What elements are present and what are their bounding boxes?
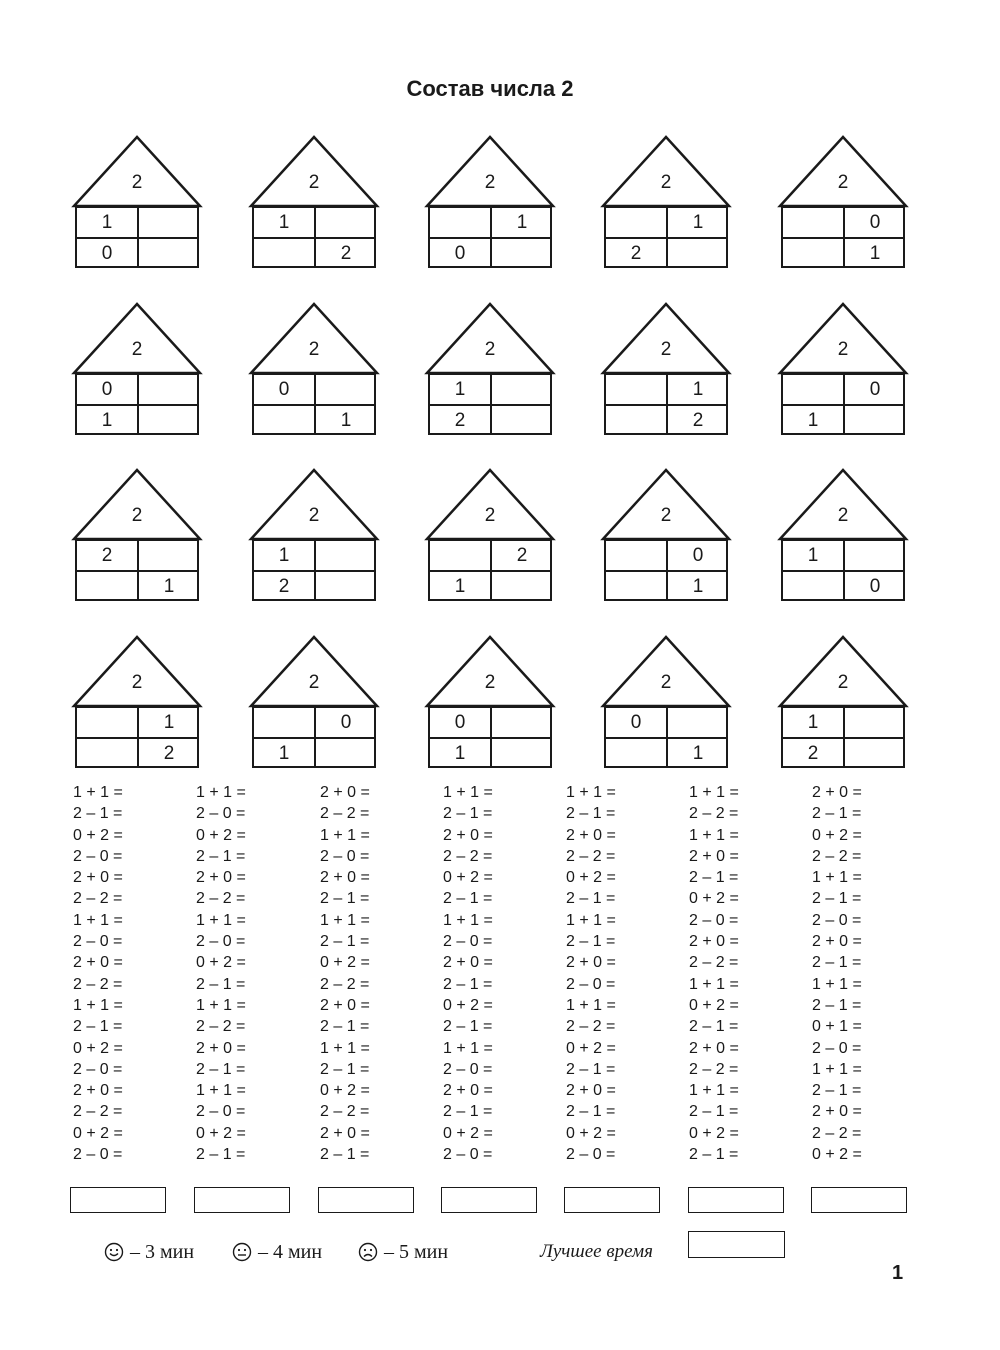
number-house xyxy=(426,469,554,603)
sad-face-icon xyxy=(358,1242,378,1262)
equation: 0 + 2 = xyxy=(443,1124,493,1142)
house-rooms xyxy=(428,539,552,601)
house-rooms xyxy=(781,706,905,768)
equation: 2 – 0 = xyxy=(443,1146,493,1164)
house-cell[interactable] xyxy=(492,375,552,404)
equation: 2 + 0 = xyxy=(812,1103,862,1121)
equation: 1 + 1 = xyxy=(689,1082,739,1100)
equation: 2 – 0 = xyxy=(196,1103,246,1121)
equation-column xyxy=(443,782,553,1165)
house-cell[interactable]: 0 xyxy=(101,379,113,400)
house-cell[interactable] xyxy=(783,572,843,601)
equation: 0 + 2 = xyxy=(566,1124,616,1142)
house-cell[interactable] xyxy=(783,239,843,268)
equation: 2 + 0 = xyxy=(812,933,862,951)
equation: 2 + 0 = xyxy=(320,869,370,887)
equation: 1 + 1 = xyxy=(196,1082,246,1100)
equation: 0 + 1 = xyxy=(812,1018,862,1036)
equation: 1 + 1 = xyxy=(812,1060,862,1078)
equation: 2 – 1 = xyxy=(566,1103,616,1121)
house-total: 2 xyxy=(308,172,320,193)
number-house xyxy=(250,636,378,770)
equation: 2 – 1 = xyxy=(196,975,246,993)
house-rooms xyxy=(252,706,376,768)
equation: 2 – 1 = xyxy=(566,933,616,951)
house-total: 2 xyxy=(660,339,672,360)
equation: 2 + 0 = xyxy=(812,784,862,801)
equation: 2 – 2 = xyxy=(73,890,123,908)
number-house xyxy=(73,636,201,770)
house-cell[interactable] xyxy=(430,541,490,570)
equation: 2 – 2 = xyxy=(812,847,862,865)
house-cell[interactable]: 0 xyxy=(869,576,881,597)
legend-text: – 3 мин xyxy=(130,1241,195,1263)
equation: 1 + 1 = xyxy=(73,784,123,801)
equation: 1 + 1 = xyxy=(73,996,123,1014)
number-house xyxy=(73,469,201,603)
house-cell[interactable]: 1 xyxy=(101,212,113,233)
legend-sad xyxy=(358,1238,448,1266)
equation: 2 – 0 = xyxy=(196,933,246,951)
equation: 2 – 1 = xyxy=(689,1018,739,1036)
house-cell[interactable]: 1 xyxy=(692,743,704,764)
equation: 2 + 0 = xyxy=(73,954,123,972)
house-cell[interactable]: 1 xyxy=(807,410,819,431)
equation: 1 + 1 = xyxy=(443,1039,493,1057)
equation: 0 + 2 = xyxy=(443,869,493,887)
time-answer-box[interactable] xyxy=(564,1187,660,1213)
house-cell[interactable]: 0 xyxy=(454,712,466,733)
equation: 0 + 2 = xyxy=(566,1039,616,1057)
house-cell[interactable]: 1 xyxy=(454,576,466,597)
equation: 2 – 2 = xyxy=(689,1060,739,1078)
house-rooms xyxy=(604,706,728,768)
equation: 2 – 1 = xyxy=(566,1060,616,1078)
equation: 1 + 1 = xyxy=(443,784,493,801)
equation: 2 – 1 = xyxy=(812,890,862,908)
equation: 2 – 1 = xyxy=(320,933,370,951)
equation: 2 – 1 = xyxy=(443,1103,493,1121)
equation: 0 + 2 = xyxy=(196,1124,246,1142)
smile-face-icon xyxy=(104,1242,124,1262)
house-cell[interactable]: 1 xyxy=(163,576,175,597)
equation: 0 + 2 = xyxy=(73,1039,123,1057)
house-cell[interactable]: 0 xyxy=(278,379,290,400)
number-house xyxy=(779,303,907,437)
number-house xyxy=(250,469,378,603)
number-house xyxy=(602,136,730,270)
equation-column xyxy=(196,782,306,1165)
house-cell[interactable]: 2 xyxy=(516,545,528,566)
equation: 0 + 2 = xyxy=(73,1124,123,1142)
equation: 1 + 1 = xyxy=(196,911,246,929)
house-cell[interactable]: 1 xyxy=(163,712,175,733)
house-cell[interactable] xyxy=(606,375,666,404)
equation: 2 + 0 = xyxy=(443,954,493,972)
equation-column xyxy=(812,782,922,1165)
house-cell[interactable]: 0 xyxy=(869,212,881,233)
house-total: 2 xyxy=(308,672,320,693)
house-cell[interactable] xyxy=(492,572,552,601)
equation: 2 – 2 = xyxy=(689,954,739,972)
equation: 2 – 1 = xyxy=(443,890,493,908)
house-cell[interactable] xyxy=(492,739,552,768)
equation: 2 + 0 = xyxy=(443,1082,493,1100)
equation: 2 + 0 = xyxy=(566,826,616,844)
house-cell[interactable] xyxy=(845,739,905,768)
equation: 2 – 0 = xyxy=(443,933,493,951)
legend-text: – 5 мин xyxy=(384,1241,449,1263)
equation-column xyxy=(566,782,676,1165)
house-cell[interactable]: 1 xyxy=(807,545,819,566)
number-house xyxy=(250,303,378,437)
equation: 2 – 1 = xyxy=(812,1082,862,1100)
equation: 2 – 1 = xyxy=(689,1146,739,1164)
house-rooms xyxy=(75,706,199,768)
equation: 2 – 0 = xyxy=(443,1060,493,1078)
house-cell[interactable] xyxy=(254,239,314,268)
house-cell[interactable] xyxy=(316,208,376,237)
house-total: 2 xyxy=(131,505,143,526)
house-cell[interactable] xyxy=(845,708,905,737)
house-cell[interactable]: 2 xyxy=(807,743,819,764)
equation: 2 – 0 = xyxy=(196,805,246,823)
house-cell[interactable] xyxy=(845,541,905,570)
house-cell[interactable]: 0 xyxy=(869,379,881,400)
equation: 2 – 1 = xyxy=(566,890,616,908)
equation: 2 + 0 = xyxy=(566,1082,616,1100)
house-total: 2 xyxy=(837,505,849,526)
equation: 2 – 1 = xyxy=(320,1060,370,1078)
house-cell[interactable] xyxy=(606,739,666,768)
number-house xyxy=(602,303,730,437)
equation: 2 – 0 = xyxy=(566,975,616,993)
equation: 2 – 2 = xyxy=(320,805,370,823)
equation: 0 + 2 = xyxy=(566,869,616,887)
equation: 1 + 1 = xyxy=(196,996,246,1014)
house-cell[interactable]: 0 xyxy=(692,545,704,566)
house-cell[interactable]: 0 xyxy=(454,243,466,264)
equation: 2 – 1 = xyxy=(196,847,246,865)
house-total: 2 xyxy=(131,339,143,360)
equation: 2 – 1 = xyxy=(812,805,862,823)
equation: 2 – 1 = xyxy=(566,805,616,823)
time-answer-box[interactable] xyxy=(811,1187,907,1213)
equation: 2 – 2 = xyxy=(812,1124,862,1142)
equation: 1 + 1 = xyxy=(443,911,493,929)
equation: 0 + 2 = xyxy=(689,890,739,908)
equation: 0 + 2 = xyxy=(73,826,123,844)
equation: 2 + 0 = xyxy=(689,1039,739,1057)
number-house xyxy=(250,136,378,270)
equation: 0 + 2 = xyxy=(689,1124,739,1142)
equation: 2 – 0 = xyxy=(73,933,123,951)
page-number: 1 xyxy=(892,1262,904,1284)
number-house xyxy=(779,636,907,770)
house-cell[interactable] xyxy=(139,375,199,404)
equation: 2 + 0 = xyxy=(689,847,739,865)
house-cell[interactable] xyxy=(316,375,376,404)
house-cell[interactable] xyxy=(606,406,666,435)
equation: 0 + 2 = xyxy=(320,954,370,972)
house-rooms xyxy=(604,539,728,601)
house-cell[interactable]: 1 xyxy=(692,576,704,597)
equation: 0 + 2 = xyxy=(196,826,246,844)
house-cell[interactable]: 1 xyxy=(516,212,528,233)
house-cell[interactable] xyxy=(606,541,666,570)
neutral-face-icon xyxy=(232,1242,252,1262)
equation: 2 – 2 = xyxy=(566,1018,616,1036)
house-cell[interactable] xyxy=(254,708,314,737)
house-cell[interactable]: 1 xyxy=(101,410,113,431)
house-cell[interactable] xyxy=(316,572,376,601)
house-cell[interactable] xyxy=(316,541,376,570)
house-cell[interactable]: 2 xyxy=(454,410,466,431)
house-cell[interactable] xyxy=(783,375,843,404)
house-total: 2 xyxy=(484,339,496,360)
time-answer-box[interactable] xyxy=(441,1187,537,1213)
equation: 2 + 0 = xyxy=(73,869,123,887)
equation-column xyxy=(73,782,183,1165)
house-rooms xyxy=(428,706,552,768)
house-cell[interactable] xyxy=(316,739,376,768)
equation: 2 + 0 = xyxy=(196,869,246,887)
equation: 1 + 1 = xyxy=(73,911,123,929)
house-cell[interactable] xyxy=(492,708,552,737)
house-rooms xyxy=(428,373,552,435)
equation: 1 + 1 = xyxy=(320,826,370,844)
equation: 1 + 1 = xyxy=(566,911,616,929)
house-total: 2 xyxy=(837,672,849,693)
equation: 2 – 2 = xyxy=(73,975,123,993)
house-rooms xyxy=(252,539,376,601)
house-rooms xyxy=(781,206,905,268)
equation: 0 + 2 = xyxy=(196,954,246,972)
house-total: 2 xyxy=(308,505,320,526)
equation: 2 – 2 = xyxy=(566,847,616,865)
house-total: 2 xyxy=(308,339,320,360)
house-cell[interactable] xyxy=(77,572,137,601)
equation: 2 + 0 = xyxy=(73,1082,123,1100)
house-cell[interactable] xyxy=(139,239,199,268)
equation: 1 + 1 = xyxy=(689,975,739,993)
equation: 2 – 2 = xyxy=(320,1103,370,1121)
equation: 2 – 0 = xyxy=(73,1060,123,1078)
equation: 2 + 0 = xyxy=(443,826,493,844)
house-cell[interactable]: 2 xyxy=(278,576,290,597)
house-cell[interactable] xyxy=(606,208,666,237)
house-rooms xyxy=(75,539,199,601)
house-cell[interactable] xyxy=(254,406,314,435)
equation: 2 – 0 = xyxy=(689,911,739,929)
number-house xyxy=(779,469,907,603)
equation: 1 + 1 = xyxy=(812,869,862,887)
house-cell[interactable]: 0 xyxy=(630,712,642,733)
equation-column xyxy=(689,782,799,1165)
equation: 2 – 1 = xyxy=(320,890,370,908)
house-total: 2 xyxy=(837,172,849,193)
equation: 2 – 1 = xyxy=(73,805,123,823)
house-total: 2 xyxy=(660,505,672,526)
house-total: 2 xyxy=(131,672,143,693)
house-cell[interactable] xyxy=(783,208,843,237)
equation: 2 + 0 = xyxy=(196,1039,246,1057)
house-cell[interactable]: 2 xyxy=(340,243,352,264)
house-cell[interactable]: 1 xyxy=(807,712,819,733)
equation: 2 – 1 = xyxy=(320,1018,370,1036)
equation: 2 – 1 = xyxy=(443,975,493,993)
equation: 2 – 1 = xyxy=(812,954,862,972)
page-title: Состав числа 2 xyxy=(406,76,574,101)
legend-neutral xyxy=(232,1238,322,1266)
equation: 2 – 2 = xyxy=(443,847,493,865)
best-time-box[interactable] xyxy=(688,1231,785,1258)
equation: 2 + 0 = xyxy=(320,784,370,801)
number-house xyxy=(602,636,730,770)
equation: 2 – 1 = xyxy=(443,1018,493,1036)
time-answer-box[interactable] xyxy=(194,1187,290,1213)
house-cell[interactable]: 1 xyxy=(454,379,466,400)
house-total: 2 xyxy=(131,172,143,193)
equation: 2 – 0 = xyxy=(812,1039,862,1057)
legend-text: – 4 мин xyxy=(258,1241,323,1263)
house-cell[interactable] xyxy=(845,406,905,435)
number-house xyxy=(426,303,554,437)
equation: 2 – 1 = xyxy=(320,1146,370,1164)
equation: 2 – 0 = xyxy=(73,847,123,865)
house-cell[interactable] xyxy=(139,406,199,435)
house-cell[interactable]: 1 xyxy=(278,743,290,764)
house-cell[interactable]: 0 xyxy=(340,712,352,733)
equation: 2 + 0 = xyxy=(320,1124,370,1142)
equation: 0 + 2 = xyxy=(812,1146,862,1164)
equation: 2 – 1 = xyxy=(812,996,862,1014)
house-rooms xyxy=(781,539,905,601)
time-answer-box[interactable] xyxy=(318,1187,414,1213)
equation: 1 + 1 = xyxy=(196,784,246,801)
house-cell[interactable] xyxy=(668,239,728,268)
house-total: 2 xyxy=(837,339,849,360)
equation: 0 + 2 = xyxy=(320,1082,370,1100)
house-cell[interactable]: 2 xyxy=(692,410,704,431)
house-rooms xyxy=(781,373,905,435)
house-cell[interactable] xyxy=(139,208,199,237)
house-cell[interactable]: 1 xyxy=(278,545,290,566)
house-cell[interactable]: 2 xyxy=(163,743,175,764)
house-rooms xyxy=(75,206,199,268)
legend-smile xyxy=(104,1238,194,1266)
house-cell[interactable]: 2 xyxy=(630,243,642,264)
number-house xyxy=(73,136,201,270)
house-cell[interactable]: 1 xyxy=(340,410,352,431)
house-cell[interactable]: 1 xyxy=(692,379,704,400)
house-total: 2 xyxy=(484,505,496,526)
equation: 2 – 0 = xyxy=(812,911,862,929)
number-house xyxy=(73,303,201,437)
house-rooms xyxy=(604,373,728,435)
equation: 1 + 1 = xyxy=(566,784,616,801)
equation: 1 + 1 = xyxy=(689,784,739,801)
house-total: 2 xyxy=(660,172,672,193)
time-answer-box[interactable] xyxy=(70,1187,166,1213)
house-cell[interactable]: 1 xyxy=(869,243,881,264)
house-cell[interactable] xyxy=(139,541,199,570)
equation: 2 – 2 = xyxy=(196,890,246,908)
house-rooms xyxy=(428,206,552,268)
equation: 2 – 1 = xyxy=(73,1018,123,1036)
equation: 1 + 1 = xyxy=(812,975,862,993)
number-house xyxy=(426,636,554,770)
house-rooms xyxy=(604,206,728,268)
house-cell[interactable] xyxy=(77,708,137,737)
equation: 2 – 1 = xyxy=(689,1103,739,1121)
equation: 2 – 1 = xyxy=(689,869,739,887)
house-cell[interactable] xyxy=(77,739,137,768)
equation: 2 – 2 = xyxy=(73,1103,123,1121)
house-cell[interactable]: 1 xyxy=(692,212,704,233)
equation: 2 + 0 = xyxy=(320,996,370,1014)
equation: 0 + 2 = xyxy=(812,826,862,844)
house-cell[interactable] xyxy=(492,239,552,268)
time-answer-box[interactable] xyxy=(688,1187,784,1213)
house-rooms xyxy=(75,373,199,435)
house-cell[interactable]: 1 xyxy=(278,212,290,233)
house-total: 2 xyxy=(484,672,496,693)
house-cell[interactable] xyxy=(606,572,666,601)
equation: 2 – 2 = xyxy=(320,975,370,993)
equation: 1 + 1 = xyxy=(320,911,370,929)
equation: 2 – 1 = xyxy=(196,1060,246,1078)
house-cell[interactable]: 0 xyxy=(101,243,113,264)
equation: 2 + 0 = xyxy=(689,933,739,951)
house-cell[interactable]: 1 xyxy=(454,743,466,764)
equation: 2 – 1 = xyxy=(196,1146,246,1164)
house-rooms xyxy=(252,373,376,435)
equation: 2 – 1 = xyxy=(443,805,493,823)
number-house xyxy=(779,136,907,270)
house-cell[interactable] xyxy=(430,208,490,237)
house-rooms xyxy=(252,206,376,268)
equation: 1 + 1 = xyxy=(566,996,616,1014)
equation: 1 + 1 = xyxy=(689,826,739,844)
equation: 2 – 2 = xyxy=(196,1018,246,1036)
equation: 2 – 0 = xyxy=(73,1146,123,1164)
equation: 0 + 2 = xyxy=(443,996,493,1014)
house-total: 2 xyxy=(484,172,496,193)
house-cell[interactable]: 2 xyxy=(101,545,113,566)
house-cell[interactable] xyxy=(668,708,728,737)
equation: 1 + 1 = xyxy=(320,1039,370,1057)
house-total: 2 xyxy=(660,672,672,693)
equation: 2 – 0 = xyxy=(320,847,370,865)
number-house xyxy=(602,469,730,603)
equation-column xyxy=(320,782,430,1165)
equation: 0 + 2 = xyxy=(689,996,739,1014)
best-time-label: Лучшее время xyxy=(540,1241,653,1262)
equation: 2 – 2 = xyxy=(689,805,739,823)
number-house xyxy=(426,136,554,270)
equation: 2 + 0 = xyxy=(566,954,616,972)
house-cell[interactable] xyxy=(492,406,552,435)
equation: 2 – 0 = xyxy=(566,1146,616,1164)
